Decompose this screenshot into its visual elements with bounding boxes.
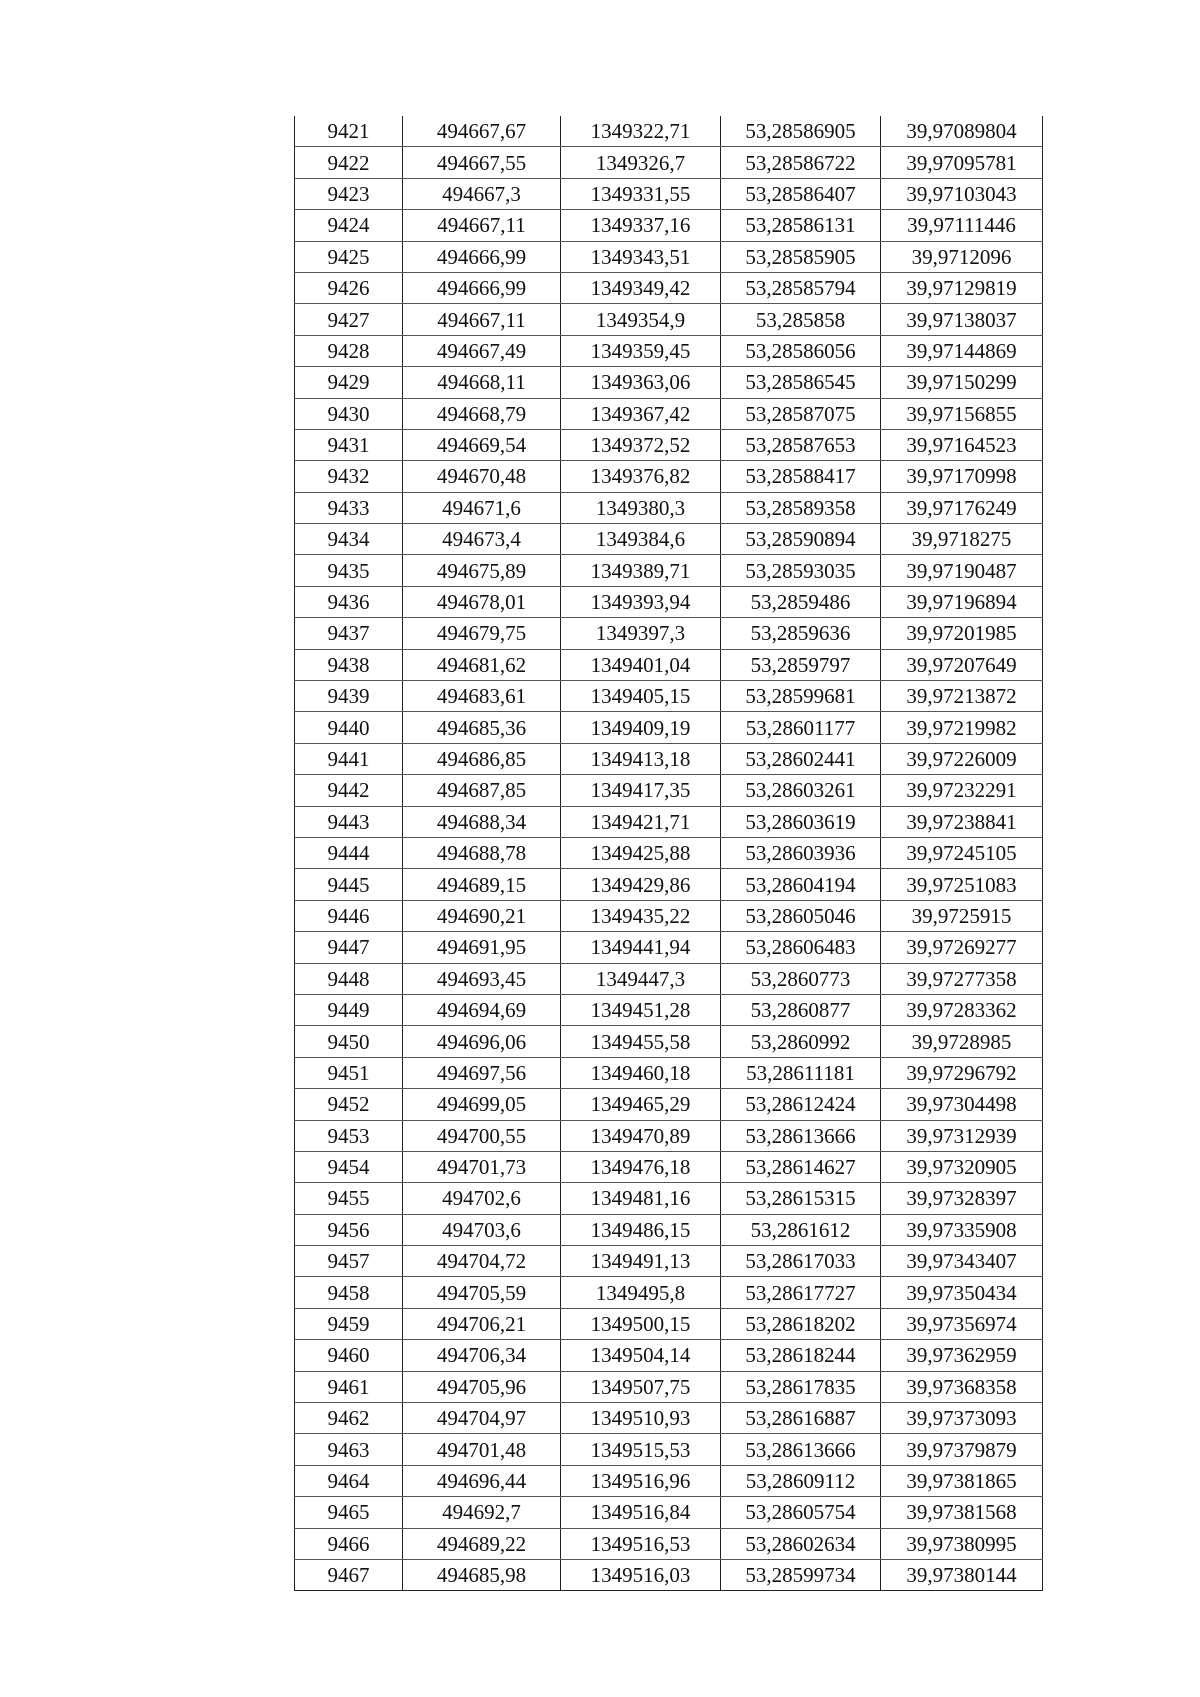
- point-number-cell: 9423: [295, 178, 403, 209]
- y-coordinate-cell: 1349429,86: [561, 869, 721, 900]
- x-coordinate-cell: 494697,56: [403, 1057, 561, 1088]
- table-row: [295, 743, 1043, 774]
- longitude-cell: 39,97381568: [881, 1497, 1043, 1528]
- point-number-cell: 9458: [295, 1277, 403, 1308]
- x-coordinate-cell: 494673,4: [403, 524, 561, 555]
- longitude-cell: 39,97238841: [881, 806, 1043, 837]
- point-number-cell: 9432: [295, 461, 403, 492]
- longitude-cell: 39,97328397: [881, 1183, 1043, 1214]
- longitude-cell: 39,97138037: [881, 304, 1043, 335]
- y-coordinate-cell: 1349476,18: [561, 1151, 721, 1182]
- x-coordinate-cell: 494678,01: [403, 586, 561, 617]
- table-row: [295, 1465, 1043, 1496]
- table-row: [295, 1403, 1043, 1434]
- latitude-cell: 53,28586407: [721, 178, 881, 209]
- latitude-cell: 53,28587075: [721, 398, 881, 429]
- x-coordinate-cell: 494692,7: [403, 1497, 561, 1528]
- y-coordinate-cell: 1349455,58: [561, 1026, 721, 1057]
- y-coordinate-cell: 1349372,52: [561, 429, 721, 460]
- x-coordinate-cell: 494701,48: [403, 1434, 561, 1465]
- point-number-cell: 9434: [295, 524, 403, 555]
- table-row: [295, 1559, 1043, 1590]
- longitude-cell: 39,97277358: [881, 963, 1043, 994]
- table-row: [295, 1183, 1043, 1214]
- y-coordinate-cell: 1349425,88: [561, 837, 721, 868]
- table-row: [295, 1089, 1043, 1120]
- longitude-cell: 39,97164523: [881, 429, 1043, 460]
- longitude-cell: 39,97356974: [881, 1308, 1043, 1339]
- latitude-cell: 53,2860773: [721, 963, 881, 994]
- table-row: [295, 1497, 1043, 1528]
- longitude-cell: 39,97343407: [881, 1246, 1043, 1277]
- latitude-cell: 53,28586545: [721, 367, 881, 398]
- x-coordinate-cell: 494699,05: [403, 1089, 561, 1120]
- y-coordinate-cell: 1349389,71: [561, 555, 721, 586]
- longitude-cell: 39,97196894: [881, 586, 1043, 617]
- table-row: [295, 178, 1043, 209]
- point-number-cell: 9433: [295, 492, 403, 523]
- y-coordinate-cell: 1349516,03: [561, 1559, 721, 1590]
- x-coordinate-cell: 494669,54: [403, 429, 561, 460]
- table-row: [295, 1026, 1043, 1057]
- x-coordinate-cell: 494667,11: [403, 304, 561, 335]
- y-coordinate-cell: 1349349,42: [561, 272, 721, 303]
- latitude-cell: 53,28586056: [721, 335, 881, 366]
- point-number-cell: 9455: [295, 1183, 403, 1214]
- point-number-cell: 9428: [295, 335, 403, 366]
- latitude-cell: 53,28617727: [721, 1277, 881, 1308]
- latitude-cell: 53,28586722: [721, 147, 881, 178]
- point-number-cell: 9443: [295, 806, 403, 837]
- y-coordinate-cell: 1349413,18: [561, 743, 721, 774]
- latitude-cell: 53,2859486: [721, 586, 881, 617]
- latitude-cell: 53,28586905: [721, 116, 881, 147]
- point-number-cell: 9441: [295, 743, 403, 774]
- table-row: [295, 1057, 1043, 1088]
- latitude-cell: 53,28589358: [721, 492, 881, 523]
- longitude-cell: 39,9718275: [881, 524, 1043, 555]
- point-number-cell: 9451: [295, 1057, 403, 1088]
- y-coordinate-cell: 1349465,29: [561, 1089, 721, 1120]
- longitude-cell: 39,97201985: [881, 618, 1043, 649]
- longitude-cell: 39,97170998: [881, 461, 1043, 492]
- point-number-cell: 9453: [295, 1120, 403, 1151]
- longitude-cell: 39,9725915: [881, 900, 1043, 931]
- y-coordinate-cell: 1349491,13: [561, 1246, 721, 1277]
- point-number-cell: 9456: [295, 1214, 403, 1245]
- latitude-cell: 53,28587653: [721, 429, 881, 460]
- longitude-cell: 39,97219982: [881, 712, 1043, 743]
- longitude-cell: 39,97362959: [881, 1340, 1043, 1371]
- y-coordinate-cell: 1349376,82: [561, 461, 721, 492]
- latitude-cell: 53,28593035: [721, 555, 881, 586]
- point-number-cell: 9422: [295, 147, 403, 178]
- longitude-cell: 39,97304498: [881, 1089, 1043, 1120]
- x-coordinate-cell: 494685,98: [403, 1559, 561, 1590]
- point-number-cell: 9461: [295, 1371, 403, 1402]
- latitude-cell: 53,28590894: [721, 524, 881, 555]
- y-coordinate-cell: 1349500,15: [561, 1308, 721, 1339]
- point-number-cell: 9446: [295, 900, 403, 931]
- y-coordinate-cell: 1349322,71: [561, 116, 721, 147]
- table-row: [295, 1214, 1043, 1245]
- latitude-cell: 53,28612424: [721, 1089, 881, 1120]
- point-number-cell: 9467: [295, 1559, 403, 1590]
- x-coordinate-cell: 494706,34: [403, 1340, 561, 1371]
- table-row: [295, 429, 1043, 460]
- point-number-cell: 9425: [295, 241, 403, 272]
- x-coordinate-cell: 494687,85: [403, 775, 561, 806]
- point-number-cell: 9437: [295, 618, 403, 649]
- longitude-cell: 39,97144869: [881, 335, 1043, 366]
- latitude-cell: 53,28585794: [721, 272, 881, 303]
- x-coordinate-cell: 494666,99: [403, 272, 561, 303]
- x-coordinate-cell: 494696,06: [403, 1026, 561, 1057]
- point-number-cell: 9427: [295, 304, 403, 335]
- latitude-cell: 53,28585905: [721, 241, 881, 272]
- point-number-cell: 9450: [295, 1026, 403, 1057]
- longitude-cell: 39,97232291: [881, 775, 1043, 806]
- table-row: [295, 1120, 1043, 1151]
- y-coordinate-cell: 1349331,55: [561, 178, 721, 209]
- x-coordinate-cell: 494683,61: [403, 681, 561, 712]
- table-row: [295, 461, 1043, 492]
- y-coordinate-cell: 1349447,3: [561, 963, 721, 994]
- latitude-cell: 53,28605754: [721, 1497, 881, 1528]
- table-row: [295, 1340, 1043, 1371]
- x-coordinate-cell: 494667,11: [403, 210, 561, 241]
- y-coordinate-cell: 1349380,3: [561, 492, 721, 523]
- table-row: [295, 241, 1043, 272]
- point-number-cell: 9449: [295, 994, 403, 1025]
- longitude-cell: 39,97190487: [881, 555, 1043, 586]
- latitude-cell: 53,28613666: [721, 1120, 881, 1151]
- y-coordinate-cell: 1349337,16: [561, 210, 721, 241]
- y-coordinate-cell: 1349441,94: [561, 932, 721, 963]
- y-coordinate-cell: 1349486,15: [561, 1214, 721, 1245]
- table-row: [295, 900, 1043, 931]
- y-coordinate-cell: 1349515,53: [561, 1434, 721, 1465]
- point-number-cell: 9448: [295, 963, 403, 994]
- table-row: [295, 335, 1043, 366]
- x-coordinate-cell: 494686,85: [403, 743, 561, 774]
- y-coordinate-cell: 1349495,8: [561, 1277, 721, 1308]
- table-row: [295, 272, 1043, 303]
- x-coordinate-cell: 494703,6: [403, 1214, 561, 1245]
- table-row: [295, 775, 1043, 806]
- table-row: [295, 555, 1043, 586]
- table-row: [295, 147, 1043, 178]
- table-row: [295, 1528, 1043, 1559]
- x-coordinate-cell: 494700,55: [403, 1120, 561, 1151]
- longitude-cell: 39,97251083: [881, 869, 1043, 900]
- longitude-cell: 39,97103043: [881, 178, 1043, 209]
- table-row: [295, 116, 1043, 147]
- x-coordinate-cell: 494667,3: [403, 178, 561, 209]
- y-coordinate-cell: 1349507,75: [561, 1371, 721, 1402]
- point-number-cell: 9460: [295, 1340, 403, 1371]
- y-coordinate-cell: 1349367,42: [561, 398, 721, 429]
- latitude-cell: 53,28603936: [721, 837, 881, 868]
- x-coordinate-cell: 494691,95: [403, 932, 561, 963]
- y-coordinate-cell: 1349435,22: [561, 900, 721, 931]
- y-coordinate-cell: 1349363,06: [561, 367, 721, 398]
- latitude-cell: 53,28599734: [721, 1559, 881, 1590]
- point-number-cell: 9452: [295, 1089, 403, 1120]
- coordinates-table: [294, 116, 1043, 1591]
- longitude-cell: 39,97207649: [881, 649, 1043, 680]
- y-coordinate-cell: 1349354,9: [561, 304, 721, 335]
- x-coordinate-cell: 494705,59: [403, 1277, 561, 1308]
- table-row: [295, 932, 1043, 963]
- table-row: [295, 367, 1043, 398]
- point-number-cell: 9435: [295, 555, 403, 586]
- longitude-cell: 39,97156855: [881, 398, 1043, 429]
- x-coordinate-cell: 494705,96: [403, 1371, 561, 1402]
- x-coordinate-cell: 494681,62: [403, 649, 561, 680]
- table-row: [295, 1246, 1043, 1277]
- y-coordinate-cell: 1349451,28: [561, 994, 721, 1025]
- longitude-cell: 39,97111446: [881, 210, 1043, 241]
- x-coordinate-cell: 494689,15: [403, 869, 561, 900]
- y-coordinate-cell: 1349470,89: [561, 1120, 721, 1151]
- x-coordinate-cell: 494696,44: [403, 1465, 561, 1496]
- y-coordinate-cell: 1349397,3: [561, 618, 721, 649]
- point-number-cell: 9421: [295, 116, 403, 147]
- longitude-cell: 39,97095781: [881, 147, 1043, 178]
- x-coordinate-cell: 494670,48: [403, 461, 561, 492]
- y-coordinate-cell: 1349516,53: [561, 1528, 721, 1559]
- longitude-cell: 39,97379879: [881, 1434, 1043, 1465]
- x-coordinate-cell: 494693,45: [403, 963, 561, 994]
- longitude-cell: 39,97350434: [881, 1277, 1043, 1308]
- y-coordinate-cell: 1349384,6: [561, 524, 721, 555]
- latitude-cell: 53,28618244: [721, 1340, 881, 1371]
- latitude-cell: 53,28605046: [721, 900, 881, 931]
- x-coordinate-cell: 494675,89: [403, 555, 561, 586]
- x-coordinate-cell: 494668,79: [403, 398, 561, 429]
- latitude-cell: 53,28602441: [721, 743, 881, 774]
- table-row: [295, 586, 1043, 617]
- y-coordinate-cell: 1349510,93: [561, 1403, 721, 1434]
- y-coordinate-cell: 1349326,7: [561, 147, 721, 178]
- point-number-cell: 9459: [295, 1308, 403, 1339]
- point-number-cell: 9457: [295, 1246, 403, 1277]
- y-coordinate-cell: 1349504,14: [561, 1340, 721, 1371]
- longitude-cell: 39,97380144: [881, 1559, 1043, 1590]
- table-row: [295, 837, 1043, 868]
- x-coordinate-cell: 494704,72: [403, 1246, 561, 1277]
- point-number-cell: 9464: [295, 1465, 403, 1496]
- y-coordinate-cell: 1349460,18: [561, 1057, 721, 1088]
- longitude-cell: 39,97368358: [881, 1371, 1043, 1402]
- latitude-cell: 53,28616887: [721, 1403, 881, 1434]
- longitude-cell: 39,97213872: [881, 681, 1043, 712]
- latitude-cell: 53,28588417: [721, 461, 881, 492]
- x-coordinate-cell: 494706,21: [403, 1308, 561, 1339]
- table-row: [295, 681, 1043, 712]
- longitude-cell: 39,97269277: [881, 932, 1043, 963]
- y-coordinate-cell: 1349481,16: [561, 1183, 721, 1214]
- latitude-cell: 53,2859636: [721, 618, 881, 649]
- x-coordinate-cell: 494690,21: [403, 900, 561, 931]
- longitude-cell: 39,97129819: [881, 272, 1043, 303]
- table-row: [295, 210, 1043, 241]
- longitude-cell: 39,9728985: [881, 1026, 1043, 1057]
- table-row: [295, 806, 1043, 837]
- longitude-cell: 39,97150299: [881, 367, 1043, 398]
- table-row: [295, 649, 1043, 680]
- x-coordinate-cell: 494694,69: [403, 994, 561, 1025]
- latitude-cell: 53,28615315: [721, 1183, 881, 1214]
- point-number-cell: 9466: [295, 1528, 403, 1559]
- table-row: [295, 712, 1043, 743]
- point-number-cell: 9442: [295, 775, 403, 806]
- longitude-cell: 39,97335908: [881, 1214, 1043, 1245]
- x-coordinate-cell: 494701,73: [403, 1151, 561, 1182]
- latitude-cell: 53,28613666: [721, 1434, 881, 1465]
- x-coordinate-cell: 494704,97: [403, 1403, 561, 1434]
- latitude-cell: 53,28611181: [721, 1057, 881, 1088]
- point-number-cell: 9445: [295, 869, 403, 900]
- x-coordinate-cell: 494667,49: [403, 335, 561, 366]
- latitude-cell: 53,28617033: [721, 1246, 881, 1277]
- latitude-cell: 53,28606483: [721, 932, 881, 963]
- longitude-cell: 39,97296792: [881, 1057, 1043, 1088]
- x-coordinate-cell: 494667,55: [403, 147, 561, 178]
- latitude-cell: 53,28601177: [721, 712, 881, 743]
- longitude-cell: 39,97380995: [881, 1528, 1043, 1559]
- longitude-cell: 39,97245105: [881, 837, 1043, 868]
- y-coordinate-cell: 1349359,45: [561, 335, 721, 366]
- latitude-cell: 53,28609112: [721, 1465, 881, 1496]
- latitude-cell: 53,28604194: [721, 869, 881, 900]
- point-number-cell: 9463: [295, 1434, 403, 1465]
- latitude-cell: 53,28617835: [721, 1371, 881, 1402]
- y-coordinate-cell: 1349516,84: [561, 1497, 721, 1528]
- point-number-cell: 9440: [295, 712, 403, 743]
- y-coordinate-cell: 1349409,19: [561, 712, 721, 743]
- longitude-cell: 39,9712096: [881, 241, 1043, 272]
- table-row: [295, 1151, 1043, 1182]
- latitude-cell: 53,28614627: [721, 1151, 881, 1182]
- point-number-cell: 9462: [295, 1403, 403, 1434]
- point-number-cell: 9439: [295, 681, 403, 712]
- longitude-cell: 39,97176249: [881, 492, 1043, 523]
- longitude-cell: 39,97373093: [881, 1403, 1043, 1434]
- table-row: [295, 994, 1043, 1025]
- latitude-cell: 53,28602634: [721, 1528, 881, 1559]
- x-coordinate-cell: 494702,6: [403, 1183, 561, 1214]
- y-coordinate-cell: 1349401,04: [561, 649, 721, 680]
- x-coordinate-cell: 494667,67: [403, 116, 561, 147]
- point-number-cell: 9447: [295, 932, 403, 963]
- latitude-cell: 53,28599681: [721, 681, 881, 712]
- table-row: [295, 1277, 1043, 1308]
- longitude-cell: 39,97089804: [881, 116, 1043, 147]
- latitude-cell: 53,285858: [721, 304, 881, 335]
- point-number-cell: 9438: [295, 649, 403, 680]
- point-number-cell: 9444: [295, 837, 403, 868]
- point-number-cell: 9436: [295, 586, 403, 617]
- point-number-cell: 9431: [295, 429, 403, 460]
- y-coordinate-cell: 1349421,71: [561, 806, 721, 837]
- point-number-cell: 9430: [295, 398, 403, 429]
- latitude-cell: 53,2859797: [721, 649, 881, 680]
- x-coordinate-cell: 494679,75: [403, 618, 561, 649]
- table-row: [295, 1434, 1043, 1465]
- point-number-cell: 9429: [295, 367, 403, 398]
- longitude-cell: 39,97381865: [881, 1465, 1043, 1496]
- longitude-cell: 39,97283362: [881, 994, 1043, 1025]
- coordinates-table-body: [295, 116, 1043, 1591]
- y-coordinate-cell: 1349417,35: [561, 775, 721, 806]
- point-number-cell: 9454: [295, 1151, 403, 1182]
- latitude-cell: 53,2860877: [721, 994, 881, 1025]
- latitude-cell: 53,2861612: [721, 1214, 881, 1245]
- table-row: [295, 1371, 1043, 1402]
- x-coordinate-cell: 494671,6: [403, 492, 561, 523]
- x-coordinate-cell: 494688,78: [403, 837, 561, 868]
- table-row: [295, 304, 1043, 335]
- point-number-cell: 9424: [295, 210, 403, 241]
- y-coordinate-cell: 1349393,94: [561, 586, 721, 617]
- table-row: [295, 492, 1043, 523]
- x-coordinate-cell: 494668,11: [403, 367, 561, 398]
- table-row: [295, 398, 1043, 429]
- x-coordinate-cell: 494689,22: [403, 1528, 561, 1559]
- latitude-cell: 53,28603619: [721, 806, 881, 837]
- y-coordinate-cell: 1349343,51: [561, 241, 721, 272]
- table-row: [295, 963, 1043, 994]
- point-number-cell: 9465: [295, 1497, 403, 1528]
- table-row: [295, 869, 1043, 900]
- point-number-cell: 9426: [295, 272, 403, 303]
- table-row: [295, 1308, 1043, 1339]
- x-coordinate-cell: 494685,36: [403, 712, 561, 743]
- y-coordinate-cell: 1349405,15: [561, 681, 721, 712]
- latitude-cell: 53,28603261: [721, 775, 881, 806]
- table-row: [295, 524, 1043, 555]
- longitude-cell: 39,97226009: [881, 743, 1043, 774]
- latitude-cell: 53,28618202: [721, 1308, 881, 1339]
- x-coordinate-cell: 494688,34: [403, 806, 561, 837]
- y-coordinate-cell: 1349516,96: [561, 1465, 721, 1496]
- longitude-cell: 39,97320905: [881, 1151, 1043, 1182]
- latitude-cell: 53,28586131: [721, 210, 881, 241]
- table-row: [295, 618, 1043, 649]
- latitude-cell: 53,2860992: [721, 1026, 881, 1057]
- x-coordinate-cell: 494666,99: [403, 241, 561, 272]
- longitude-cell: 39,97312939: [881, 1120, 1043, 1151]
